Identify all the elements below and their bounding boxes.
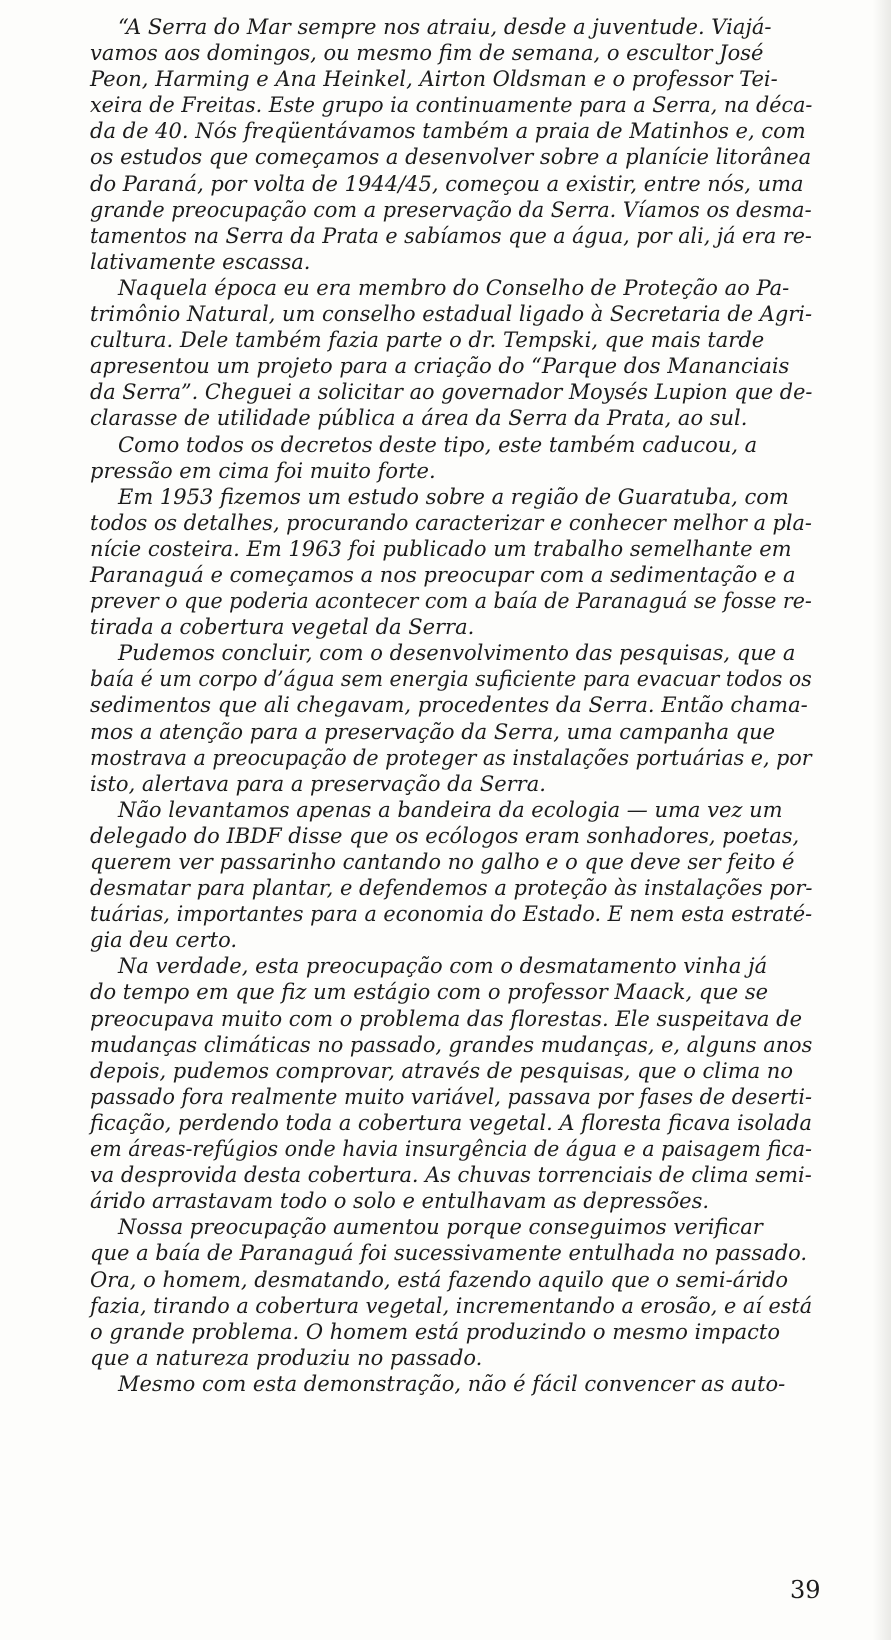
text-line: depois, pudemos comprovar, através de pesquisas, que o clima no (90, 1058, 793, 1083)
text-line: Nossa preocupação aumentou porque conseguimos verificar (118, 1215, 763, 1240)
text-line: “A Serra do Mar sempre nos atraiu, desde a juventude. Viajá- (118, 15, 772, 39)
text-line: que a baía de Paranaguá foi sucessivamente entulhada no passado. (90, 1241, 808, 1266)
text-line: querem ver passarinho cantando no galho e o que deve ser feito é (90, 850, 795, 874)
text-line: em áreas-refúgios onde havia insurgência de água e a paisagem fica- (90, 1137, 812, 1162)
text-line: grande preocupação com a preservação da Serra. Víamos os desma- (90, 197, 812, 222)
text-line: do tempo em que fiz um estágio com o professor Maack, que se (90, 980, 769, 1005)
text-line: pressão em cima foi muito forte. (90, 458, 436, 483)
text-line: preocupava muito com o problema das florestas. Ele suspeitava de (90, 1006, 803, 1031)
text-line: árido arrastavam todo o solo e entulhavam as depressões. (90, 1189, 710, 1214)
page-number: 39 (790, 1576, 821, 1604)
text-line: Pudemos concluir, com o desenvolvimento das pesquisas, que a (118, 641, 796, 666)
text-line: gia deu certo. (90, 928, 238, 953)
text-line: os estudos que começamos a desenvolver sobre a planície litorânea (90, 145, 812, 170)
text-line: da Serra”. Cheguei a solicitar ao governador Moysés Lupion que de- (90, 380, 813, 405)
text-line: va desprovida desta cobertura. As chuvas torrenciais de clima semi- (90, 1163, 812, 1188)
text-line: delegado do IBDF disse que os ecólogos eram sonhadores, poetas, (90, 823, 800, 848)
text-line: apresentou um projeto para a criação do “Parque dos Mananciais (90, 354, 790, 379)
text-line: lativamente escassa. (90, 249, 311, 274)
page-edge-shadow (873, 0, 891, 1640)
body-text (90, 14, 812, 1397)
text-line: Na verdade, esta preocupação com o desmatamento vinha já (118, 954, 768, 979)
text-line: mos a atenção para a preservação da Serra, uma campanha que (90, 719, 776, 744)
text-line: mudanças climáticas no passado, grandes mudanças, e, alguns anos (90, 1032, 813, 1057)
text-line: clarasse de utilidade pública a área da Serra da Prata, ao sul. (90, 406, 748, 431)
text-line: Ora, o homem, desmatando, está fazendo aquilo que o semi-árido (90, 1267, 789, 1292)
text-line: mostrava a preocupação de proteger as instalações portuárias e, por (90, 745, 812, 770)
text-line: Mesmo com esta demonstração, não é fácil convencer as auto- (118, 1371, 786, 1396)
text-line: vamos aos domingos, ou mesmo fim de semana, o escultor José (90, 41, 764, 66)
text-line: Paranaguá e começamos a nos preocupar com a sedimentação e a (90, 562, 796, 587)
text-line: fazia, tirando a cobertura vegetal, incrementando a erosão, e aí está (90, 1293, 813, 1318)
text-line: da de 40. Nós freqüentávamos também a praia de Matinhos e, com (90, 119, 806, 144)
text-line: tirada a cobertura vegetal da Serra. (90, 615, 475, 640)
text-line: prever o que poderia acontecer com a baía de Paranaguá se fosse re- (90, 589, 812, 614)
text-line: Como todos os decretos deste tipo, este também caducou, a (118, 432, 758, 457)
text-line: Peon, Harming e Ana Heinkel, Airton Oldsman e o professor Tei- (90, 67, 778, 92)
text-line: cultura. Dele também fazia parte o dr. Tempski, que mais tarde (90, 328, 765, 353)
text-line: que a natureza produziu no passado. (90, 1345, 483, 1370)
text-line: nície costeira. Em 1963 foi publicado um trabalho semelhante em (90, 536, 792, 561)
text-line: sedimentos que ali chegavam, procedentes da Serra. Então chama- (90, 693, 808, 718)
text-line: xeira de Freitas. Este grupo ia continuamente para a Serra, na déca- (90, 93, 813, 118)
text-line: o grande problema. O homem está produzindo o mesmo impacto (90, 1319, 780, 1344)
text-line: passado fora realmente muito variável, passava por fases de deserti- (90, 1084, 812, 1109)
text-line: Naquela época eu era membro do Conselho de Proteção ao Pa- (118, 275, 790, 300)
text-line: Em 1953 fizemos um estudo sobre a região de Guaratuba, com (118, 484, 789, 509)
text-line: ficação, perdendo toda a cobertura vegetal. A floresta ficava isolada (90, 1110, 812, 1135)
text-line: todos os detalhes, procurando caracterizar e conhecer melhor a pla- (90, 510, 812, 535)
text-line: trimônio Natural, um conselho estadual ligado à Secretaria de Agri- (90, 302, 813, 327)
text-line: desmatar para plantar, e defendemos a proteção às instalações por- (90, 876, 813, 901)
text-line: tuárias, importantes para a economia do Estado. E nem esta estraté- (90, 902, 813, 927)
text-line: isto, alertava para a preservação da Serra. (90, 771, 546, 796)
text-line: tamentos na Serra da Prata e sabíamos que a água, por ali, já era re- (90, 223, 812, 248)
text-line: baía é um corpo d’água sem energia suficiente para evacuar todos os (90, 667, 812, 692)
text-line: Não levantamos apenas a bandeira da ecologia — uma vez um (118, 797, 783, 822)
text-line: do Paraná, por volta de 1944/45, começou a existir, entre nós, uma (90, 171, 804, 196)
